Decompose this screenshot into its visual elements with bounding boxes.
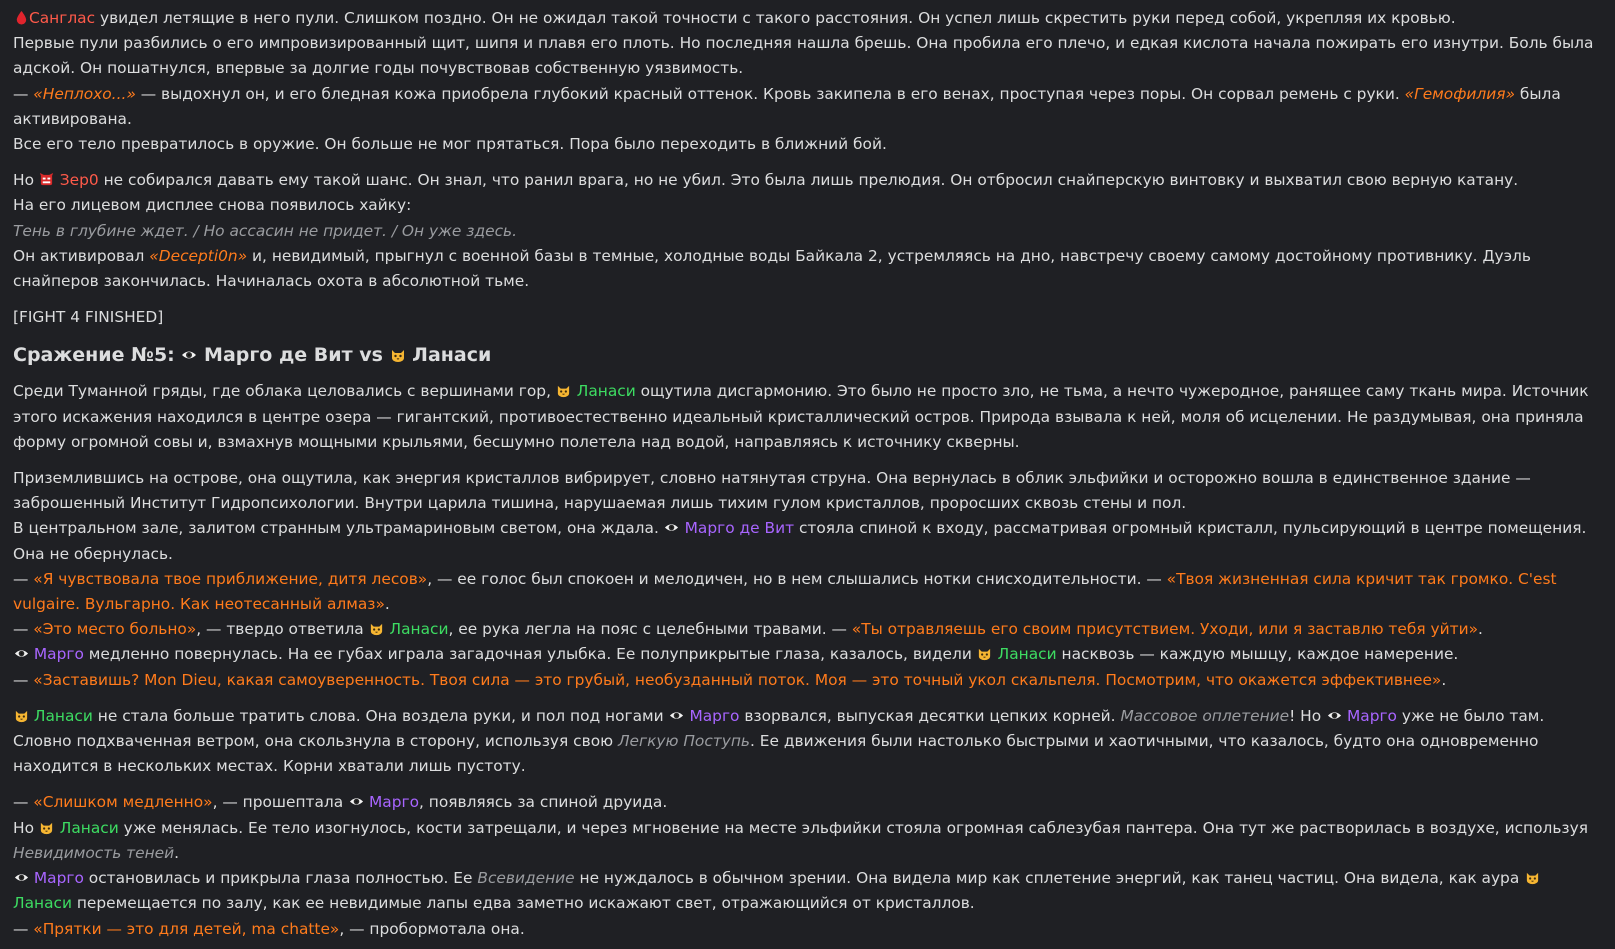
text-span: уже менялась. Ее тело изогнулось, кости затрещали, и через мгновение на месте эльфийки стояла огромная саблезубая пантера. Она тут же растворилась в воздухе, используя	[118, 818, 1588, 837]
text-span: —	[13, 84, 34, 103]
heading-vs: vs	[352, 344, 390, 367]
quote: «Я чувствовала твое приближение, дитя лесов»	[33, 569, 428, 588]
character-name-lanasi: Ланаси	[997, 645, 1057, 664]
character-name-lanasi: Ланаси	[576, 382, 636, 401]
text-line	[13, 617, 1603, 642]
text-span: Среди Туманной гряды, где облака целовались с вершинами гор,	[13, 382, 556, 401]
character-name-margo: Марго	[33, 869, 84, 888]
text-span: , — твердо ответила	[196, 620, 369, 639]
text-line	[13, 866, 1603, 916]
text-line	[13, 668, 1603, 693]
character-name-zer0: Зер0	[59, 171, 99, 190]
text-line	[13, 642, 1603, 667]
demon-icon	[39, 168, 55, 193]
fight-heading	[13, 341, 1603, 369]
quote: «Твоя жизненная сила кричит так громко. C'est vulgaire. Вульгарно. Как неотесанный алмаз»	[13, 569, 1557, 614]
text-span: .	[384, 595, 390, 614]
text-span: медленно повернулась. На ее губах играла загадочная улыбка. Ее полуприкрытые глаза, казалось, видели	[83, 645, 977, 664]
cat-icon	[39, 816, 55, 841]
text-line	[13, 516, 1603, 566]
quote: «Слишком медленно»	[33, 793, 213, 812]
quote: «Неплохо...»	[33, 84, 136, 103]
eye-icon	[181, 341, 197, 369]
text-span: , — прошептала	[212, 793, 349, 812]
skill-name: Массовое оплетение	[1120, 706, 1290, 725]
text-span: —	[13, 620, 34, 639]
cat-icon	[13, 704, 29, 729]
character-name-margo: Марго	[33, 645, 84, 664]
text-span: .	[1478, 620, 1483, 639]
cat-icon	[977, 642, 993, 667]
text-span: , — пробормотала она.	[339, 919, 525, 938]
text-span: ощутила дисгармонию. Это было не просто зло, не тьма, а нечто чужеродное, ранящее саму ткань мира. Источник этого искажения находился в центре озера — гигантский, противоестественно идеальный кристаллический остров. Природа взывала к ней, моля об исцелении. Не раздумывая, она приняла форму огромной совы и, взмахнув мощными крыльями, бесшумно полетела над водой, направляясь к источнику скверны.	[13, 382, 1589, 451]
text-line: Приземлившись на острове, она ощутила, как энергия кристаллов вибрирует, словно натянутая струна. Она вернулась в облик эльфийки и осторожно вошла в единственное здание — заброшенный Институт Гидропсихологии. Внутри царила тишина, нарушаемая лишь тихим гулом кристаллов, проросших сквозь стены и пол.	[13, 469, 1531, 513]
eye-icon	[664, 516, 680, 541]
eye-icon	[1326, 704, 1342, 729]
cat-icon	[556, 379, 572, 404]
character-name-lanasi: Ланаси	[33, 706, 93, 725]
character-name-margo: Марго	[1346, 706, 1397, 725]
text-line	[13, 379, 1603, 455]
text-span: была активирована.	[13, 84, 1561, 128]
text-span: ! Но	[1289, 706, 1327, 725]
character-name-lanasi: Ланаси	[59, 818, 119, 837]
text-line: Все его тело превратилось в оружие. Он больше не мог прятаться. Пора было переходить в ближний бой.	[13, 135, 887, 154]
skill-name: Легкую Поступь	[617, 732, 751, 751]
text-span: Но	[13, 171, 39, 190]
heading-fighter-1: Марго де Вит	[204, 344, 353, 367]
eye-icon	[348, 790, 364, 815]
text-span: , появляясь за спиной друида.	[418, 793, 668, 812]
eye-icon	[13, 642, 29, 667]
text-span: — выдохнул он, и его бледная кожа приобрела глубокий красный оттенок. Кровь закипела в его венах, проступая через поры. Он сорвал ремень с руки.	[135, 84, 1405, 103]
quote: «Заставишь? Mon Dieu, какая самоуверенность. Твоя сила — это грубый, необузданный поток. Моя — это точный укол скальпеля. Посмотрим, что окажется эффективнее»	[33, 670, 1442, 689]
text-line	[13, 82, 1603, 132]
skill-name: «Decepti0n»	[149, 246, 248, 265]
eye-icon	[669, 704, 685, 729]
message-paragraph	[13, 790, 1603, 941]
drop-icon	[13, 6, 29, 31]
quote: «Ты отравляешь его своим присутствием. Уходи, или я заставлю тебя уйти»	[851, 620, 1478, 639]
text-span: остановилась и прикрыла глаза полностью. Ее	[83, 869, 478, 888]
text-span: насквозь — каждую мышцу, каждое намерение.	[1056, 645, 1459, 664]
text-span: .	[1441, 670, 1447, 689]
text-line	[13, 244, 1603, 294]
text-span: , — ее голос был спокоен и мелодичен, но в нем слышались нотки снисходительности. —	[427, 569, 1167, 588]
text-span: .	[174, 843, 180, 862]
text-line: Первые пули разбились о его импровизированный щит, шипя и плавя его плоть. Но последняя нашла брешь. Она пробила его плечо, и едкая кислота начала пожирать его изнутри. Боль была адской. Он пошатнулся, впервые за долгие годы почувствовав собственную уязвимость.	[13, 34, 1594, 78]
character-name-sanglas: Санглас	[29, 9, 96, 27]
text-span: —	[13, 919, 34, 938]
text-span: и, невидимый, прыгнул с военной базы в темные, холодные воды Байкала 2, устремляясь на дно, навстречу своему самому достойному противнику. Дуэль снайперов закончилась. Начиналась охота в абсолютной тьме.	[13, 246, 1531, 291]
character-name-margo: Марго де Вит	[684, 519, 795, 538]
text-span: не собирался давать ему такой шанс. Он знал, что ранил врага, но не убил. Это была лишь прелюдия. Он отбросил снайперскую винтовку и выхватил свою верную катану.	[98, 171, 1519, 190]
text-span: —	[13, 670, 34, 689]
quote: «Прятки — это для детей, ma chatte»	[33, 919, 340, 938]
text-line	[13, 6, 1603, 31]
cat-icon	[1524, 866, 1540, 891]
text-span: —	[13, 793, 34, 812]
skill-name: Невидимость теней	[13, 843, 175, 862]
text-line: На его лицевом дисплее снова появилось хайку:	[13, 196, 412, 215]
text-line	[13, 917, 1603, 942]
text-span: —	[13, 569, 34, 588]
text-span: стояла спиной к входу, рассматривая огромный кристалл, пульсирующий в центре помещения. Она не обернулась.	[13, 519, 1587, 563]
message-paragraph	[13, 466, 1603, 693]
text-span: не нуждалось в обычном зрении. Она видела мир как сплетение энергий, как танец частиц. Она видела, как аура	[574, 869, 1525, 888]
text-span: Но	[13, 818, 39, 837]
text-span: уже не было там. Словно подхваченная ветром, она скользнула в сторону, используя свою	[13, 706, 1545, 751]
text-span: , ее рука легла на пояс с целебными травами. —	[448, 620, 852, 639]
text-span: не стала больше тратить слова. Она воздела руки, и пол под ногами	[92, 706, 669, 725]
fight-finished-marker: [FIGHT 4 FINISHED]	[13, 308, 164, 327]
character-name-lanasi: Ланаси	[389, 620, 449, 639]
skill-name: «Гемофилия»	[1404, 84, 1515, 103]
text-line	[13, 704, 1603, 780]
character-name-lanasi: Ланаси	[13, 894, 72, 913]
text-span: взорвался, выпуская десятки цепких корней.	[739, 706, 1121, 725]
message-paragraph	[13, 379, 1603, 455]
message-paragraph	[13, 6, 1603, 157]
haiku: Тень в глубине ждет. / Но ассасин не придет. / Он уже здесь.	[13, 221, 518, 240]
text-span: . Ее движения были настолько быстрыми и хаотичными, что казалось, будто она одновременно находится в нескольких местах. Корни хватали лишь пустоту.	[13, 732, 1539, 776]
skill-name: Всевидение	[477, 869, 575, 888]
text-line	[13, 790, 1603, 815]
character-name-margo: Марго	[689, 706, 740, 725]
quote: «Это место больно»	[33, 620, 197, 639]
text-line	[13, 168, 1603, 193]
eye-icon	[13, 866, 29, 891]
text-span: Он активировал	[13, 246, 150, 265]
message-paragraph	[13, 704, 1603, 780]
text-span: В центральном зале, залитом странным ультрамариновым светом, она ждала.	[13, 519, 664, 538]
heading-fighter-2: Ланаси	[412, 344, 492, 367]
cat-icon	[369, 617, 385, 642]
heading-prefix: Сражение №5:	[13, 344, 182, 367]
text-span: увидел летящие в него пули. Слишком поздно. Он не ожидал такой точности с такого расстояния. Он успел лишь скрестить руки перед собой, укрепляя их кровью.	[95, 9, 1456, 27]
text-span: перемещается по залу, как ее невидимые лапы едва заметно искажают свет, отражающийся от кристаллов.	[71, 894, 975, 913]
text-line	[13, 567, 1603, 617]
text-line	[13, 816, 1603, 866]
message-paragraph	[13, 168, 1603, 294]
cat-icon	[390, 341, 406, 369]
character-name-margo: Марго	[369, 793, 419, 812]
